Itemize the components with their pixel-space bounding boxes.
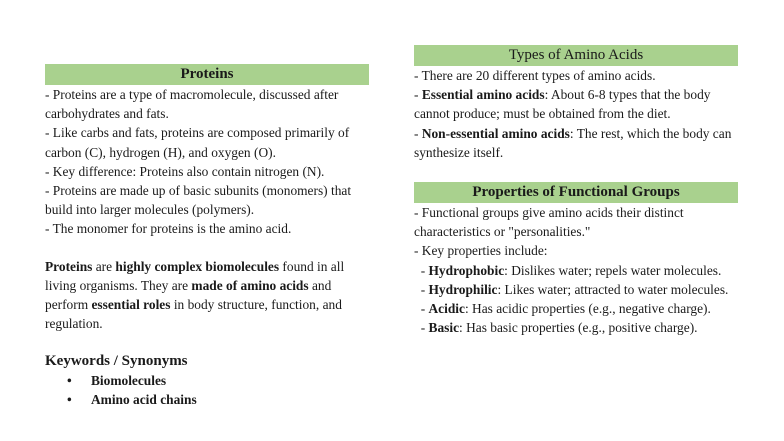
summary-t4: found in all living organisms. They are [45, 258, 345, 293]
property-prefix: - [414, 320, 429, 336]
property-desc: : Has acidic properties (e.g., negative charge). [464, 301, 711, 317]
properties-line-1: - Functional groups give amino acids their distinct characteristics or "personalities." [414, 205, 684, 240]
keyword-item: • Amino acid chains [45, 390, 369, 409]
property-item-basic [414, 318, 738, 337]
proteins-line-5: - The monomer for proteins is the amino acid. [45, 221, 292, 237]
property-item-acidic [414, 299, 738, 318]
essential-term: Essential amino acids [421, 87, 545, 103]
properties-line-2: - Key properties include: [414, 243, 548, 259]
types-essential [414, 85, 738, 123]
summary-t7: essential roles [91, 297, 171, 313]
summary-t5: made of amino acids [191, 277, 309, 293]
essential-prefix: - [414, 87, 422, 103]
property-prefix: - [414, 281, 429, 297]
property-desc: : Has basic properties (e.g., positive charge). [459, 320, 698, 336]
property-term: Basic [428, 320, 460, 336]
property-item-hydrophilic [414, 280, 738, 299]
types-header: Types of Amino Acids [414, 45, 738, 66]
property-item-hydrophobic [414, 261, 738, 280]
types-line-1: - There are 20 different types of amino acids. [414, 68, 656, 83]
property-prefix: - [414, 301, 429, 317]
property-prefix: - [414, 262, 429, 278]
property-term: Hydrophobic [428, 262, 505, 278]
nonessential-desc: : The rest, which the body can synthesize itself. [414, 125, 732, 160]
amino-acids-column [414, 45, 738, 337]
proteins-summary [45, 257, 369, 334]
types-nonessential [414, 124, 738, 162]
keywords-list [45, 371, 369, 409]
properties-header: Properties of Functional Groups [414, 182, 738, 203]
nonessential-prefix: - [414, 125, 422, 141]
property-desc: : Dislikes water; repels water molecules. [504, 262, 722, 278]
proteins-line-2: - Like carbs and fats, proteins are composed primarily of carbon (C), hydrogen (H), and oxygen (O). [45, 125, 350, 160]
summary-t8: in body structure, function, and regulation. [45, 297, 342, 332]
proteins-line-3: - Key difference: Proteins also contain nitrogen (N). [45, 163, 325, 179]
property-term: Hydrophilic [428, 281, 498, 297]
proteins-header: Proteins [45, 64, 369, 85]
property-term: Acidic [428, 301, 465, 317]
summary-t2: are [92, 258, 116, 274]
nonessential-term: Non-essential amino acids [421, 125, 570, 141]
proteins-line-1: - Proteins are a type of macromolecule, discussed after carbohydrates and fats. [45, 87, 339, 122]
summary-t3: highly complex biomolecules [115, 258, 280, 274]
essential-desc: : About 6-8 types that the body cannot produce; must be obtained from the diet. [414, 87, 711, 122]
keywords-title: Keywords / Synonyms [45, 353, 188, 370]
proteins-line-4: - Proteins are made up of basic subunits (monomers) that build into larger molecules (polymers). [45, 183, 352, 218]
summary-t1: Proteins [45, 258, 93, 274]
summary-t6: and perform [45, 277, 332, 313]
proteins-section [45, 64, 369, 409]
keyword-item: • Biomolecules [45, 371, 369, 390]
property-desc: : Likes water; attracted to water molecules. [497, 281, 729, 297]
